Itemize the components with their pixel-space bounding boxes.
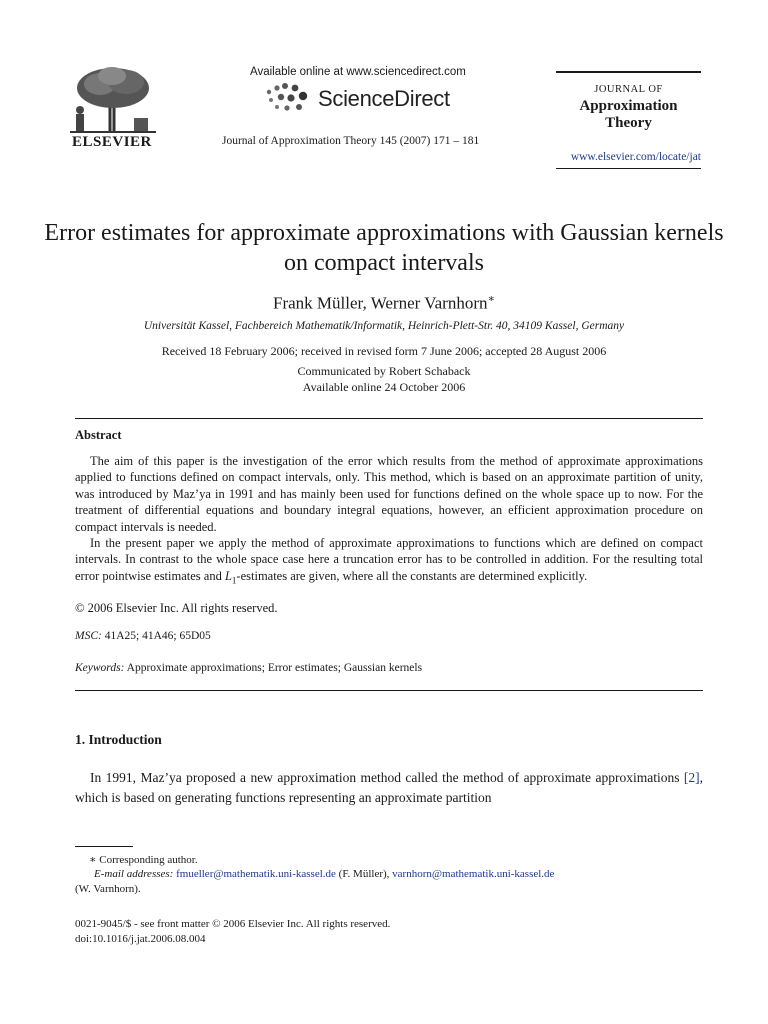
footnote-corresponding-author: ∗ Corresponding author. xyxy=(89,854,198,866)
available-online-date: Available online 24 October 2006 xyxy=(302,380,466,394)
footnote-rule xyxy=(75,846,133,847)
intro-text-before-ref: In 1991, Maz’ya proposed a new approximation method called the method of approximate approximations xyxy=(90,770,684,785)
keywords xyxy=(75,662,422,674)
email-owner-varnhorn: (W. Varnhorn). xyxy=(75,883,141,895)
publisher-name: ELSEVIER xyxy=(72,134,152,150)
issn-line: 0021-9045/$ - see front matter © 2006 Elsevier Inc. All rights reserved. xyxy=(75,918,391,930)
sciencedirect-dots-icon xyxy=(263,82,315,112)
communicated-by: Communicated by Robert Schaback xyxy=(297,364,471,378)
author-affiliation: Universität Kassel, Fachbereich Mathematik/Informatik, Heinrich-Plett-Str. 40, 34109 Kassel, Germany xyxy=(143,320,625,332)
elsevier-tree-logo xyxy=(70,64,156,134)
email-label: E-mail addresses: xyxy=(94,868,174,880)
math-l-subscript: 1 xyxy=(231,575,237,586)
journal-url-link[interactable]: www.elsevier.com/locate/jat xyxy=(570,151,701,163)
journal-reference: Journal of Approximation Theory 145 (2007) 171 – 181 xyxy=(222,135,480,147)
abstract-p2-before: In the present paper we apply the method of approximate approximations to functions which are defined on compact intervals. In contrast to the whole space case here a truncation error has to be controlled in addition. For the resulting total error pointwise estimates and xyxy=(75,536,703,583)
citation-link[interactable]: [2] xyxy=(683,770,700,785)
sciencedirect-brand: ScienceDirect xyxy=(318,86,450,111)
authors-text: Frank Müller, Werner Varnhorn xyxy=(273,293,488,313)
intro-text-after-ref: , which is based on generating functions representing an approximate partition xyxy=(75,770,703,805)
journal-name: Approximation Theory xyxy=(579,98,678,131)
author-list xyxy=(40,292,728,314)
corresponding-author-mark[interactable]: ∗ xyxy=(487,293,495,305)
abstract-top-rule xyxy=(75,418,703,419)
article-title: Error estimates for approximate approximations with Gaussian kernels on compact intervals xyxy=(44,220,724,276)
journal-bottom-rule xyxy=(556,168,701,169)
abstract-paragraph-1: The aim of this paper is the investigation of the error which results from the method of approximate approximations applied to functions defined on compact intervals, only. This method, which is based on an approximate partition of unity, was introduced by Maz’ya in 1991 and has mainly been used for functions defined on the whole space up to now. For the treatment of differential equations and boundary integral equations, however, an efficient approximation procedure on compact intervals is needed. xyxy=(75,454,703,534)
msc-label: MSC: xyxy=(75,630,102,642)
abstract-bottom-rule xyxy=(75,690,703,691)
received-dates: Received 18 February 2006; received in revised form 7 June 2006; accepted 28 August 2006 xyxy=(161,344,607,358)
footnote-emails xyxy=(94,868,554,880)
journal-of-label: JOURNAL OF xyxy=(594,84,663,95)
section-heading-introduction: 1. Introduction xyxy=(75,732,162,747)
email-owner-mueller: (F. Müller), xyxy=(335,868,393,880)
journal-top-rule xyxy=(556,71,701,73)
msc-codes xyxy=(75,630,211,642)
introduction-paragraph xyxy=(75,768,703,808)
math-l: L xyxy=(224,568,232,583)
keywords-value: Approximate approximations; Error estimates; Gaussian kernels xyxy=(126,662,423,674)
keywords-label: Keywords: xyxy=(75,662,125,674)
available-online-banner[interactable]: Available online at www.sciencedirect.com xyxy=(250,66,466,78)
email-link-mueller[interactable]: fmueller@mathematik.uni-kassel.de xyxy=(176,868,336,880)
email-link-varnhorn[interactable]: varnhorn@mathematik.uni-kassel.de xyxy=(392,868,555,880)
abstract-copyright: © 2006 Elsevier Inc. All rights reserved. xyxy=(75,601,278,615)
doi-line[interactable]: doi:10.1016/j.jat.2006.08.004 xyxy=(75,933,206,945)
abstract-paragraph-2 xyxy=(75,535,703,589)
msc-value: 41A25; 41A46; 65D05 xyxy=(104,630,211,642)
abstract-p2-after: -estimates are given, where all the constants are determined explicitly. xyxy=(236,568,588,583)
abstract-heading: Abstract xyxy=(75,428,122,442)
abstract-body xyxy=(75,453,703,589)
